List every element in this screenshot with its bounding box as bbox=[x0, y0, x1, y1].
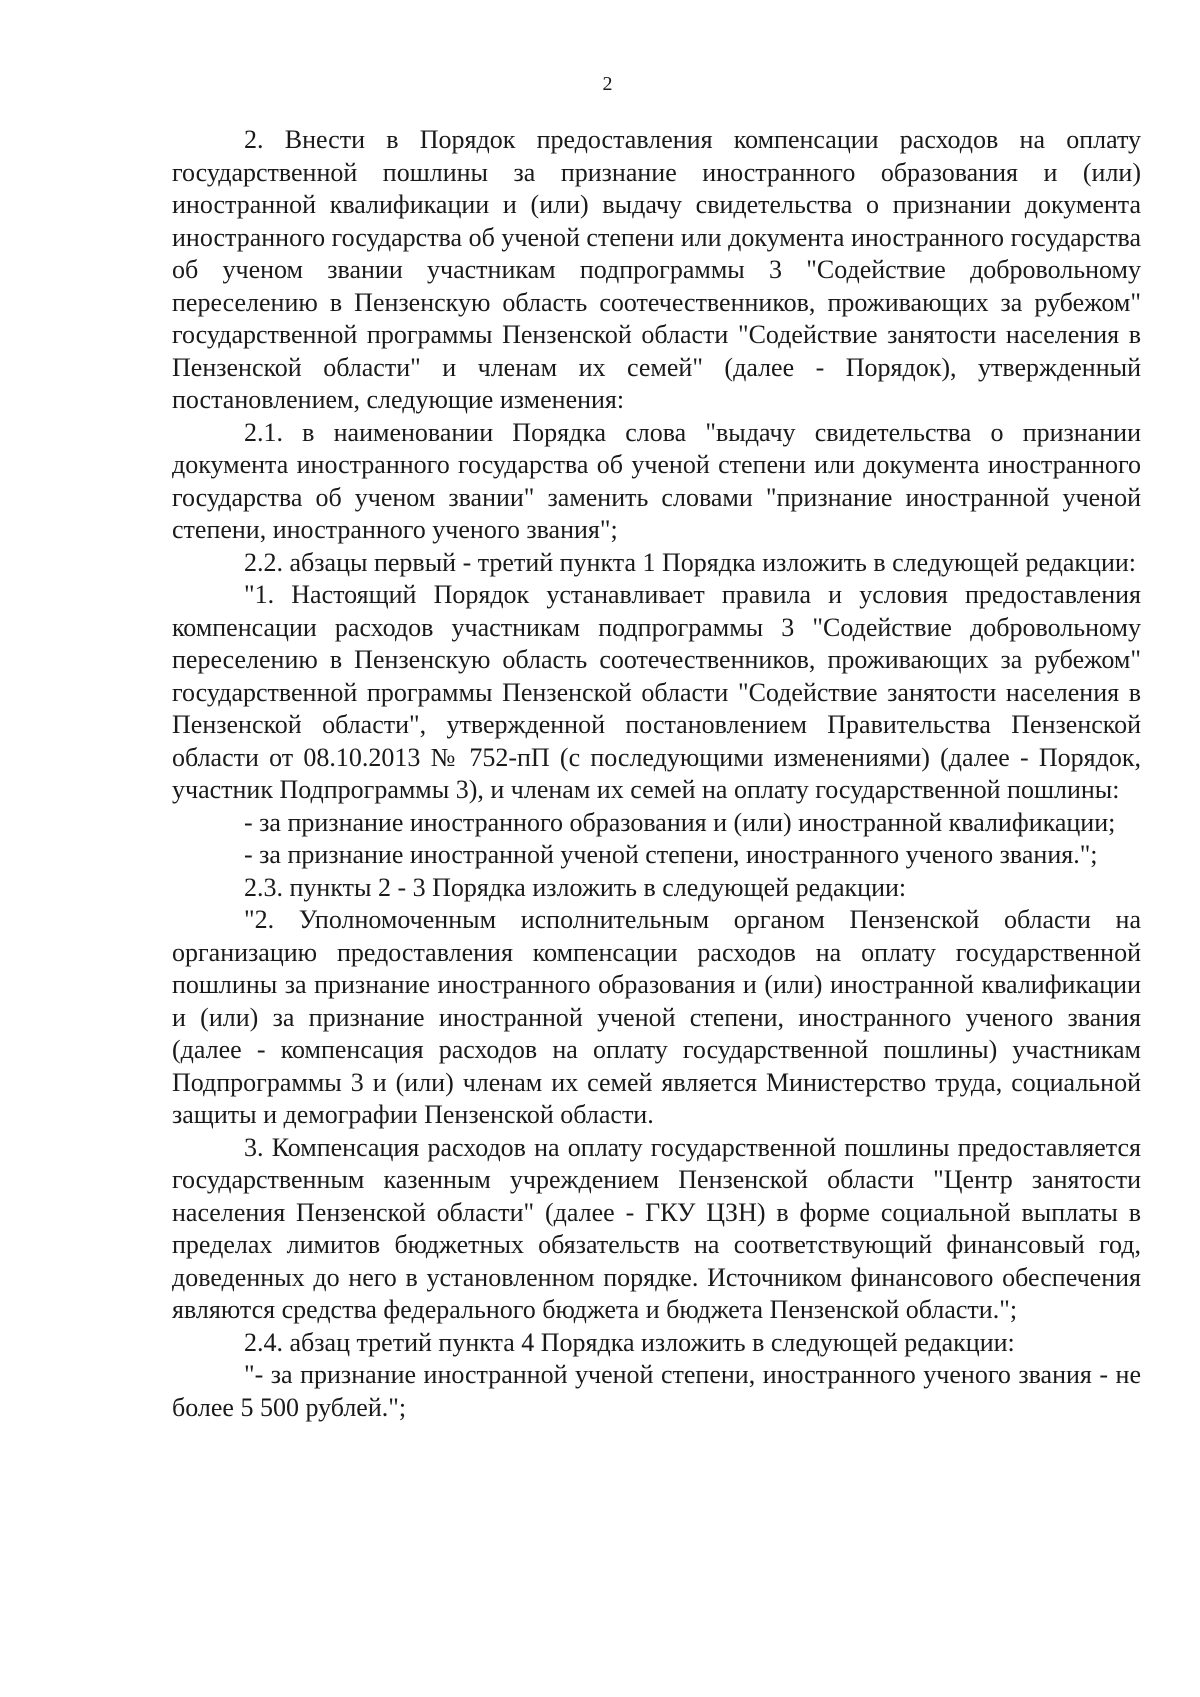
quoted-paragraph-3: 3. Компенсация расходов на оплату государственной пошлины предоставляется государственным казенным учреждением Пензенской области "Центр занятости населения Пензенской области" (далее - ГКУ ЦЗН) в форме социальной выплаты в пределах лимитов бюджетных обязательств на соответствующий финансовый год, доведенных до него в установленном порядке. Источником финансового обеспечения являются средства федерального бюджета и бюджета Пензенской области."; bbox=[172, 1132, 1141, 1324]
paragraph-2-1: 2.1. в наименовании Порядка слова "выдачу свидетельства о признании документа иностранного государства об ученой степени или документа иностранного государства об ученом звании" заменить словами "признание иностранной ученой степени, иностранного ученого звания"; bbox=[172, 417, 1141, 544]
quoted-paragraph-2: "2. Уполномоченным исполнительным органом Пензенской области на организацию предоставления компенсации расходов на оплату государственной пошлины за признание иностранного образования и (или) иностранной квалификации и (или) за признание иностранной ученой степени, иностранного ученого звания (далее - компенсация расходов на оплату государственной пошлины) участникам Подпрограммы 3 и (или) членам их семей является Министерство труда, социальной защиты и демографии Пензенской области. bbox=[172, 905, 1141, 1129]
page-number: 2 bbox=[602, 73, 613, 95]
list-item-education: - за признание иностранного образования и (или) иностранной квалификации; bbox=[244, 807, 1116, 837]
quoted-paragraph-1: "1. Настоящий Порядок устанавливает правила и условия предоставления компенсации расходов участникам подпрограммы 3 "Содействие добровольному переселению в Пензенскую область соотечественников, проживающих за рубежом" государственной программы Пензенской области "Содействие занятости населения в Пензенской области", утвержденной постановлением Правительства Пензенской области от 08.10.2013 № 752-пП (с последующими изменениями) (далее - Порядок, участник Подпрограммы 3), и членам их семей на оплату государственной пошлины: bbox=[172, 580, 1141, 804]
list-item-degree: - за признание иностранной ученой степени, иностранного ученого звания."; bbox=[244, 840, 1098, 869]
paragraph-2-2: 2.2. абзацы первый - третий пункта 1 Порядка изложить в следующей редакции: bbox=[244, 547, 1137, 577]
document-body bbox=[172, 124, 1141, 1424]
quoted-list-item: "- за признание иностранной ученой степени, иностранного ученого звания - не более 5 500 рублей."; bbox=[172, 1360, 1141, 1422]
paragraph-2-4: 2.4. абзац третий пункта 4 Порядка изложить в следующей редакции: bbox=[244, 1327, 1015, 1357]
paragraph-2: 2. Внести в Порядок предоставления компенсации расходов на оплату государственной пошлины за признание иностранного образования и (или) иностранной квалификации и (или) выдачу свидетельства о признании документа иностранного государства об ученой степени или документа иностранного государства об ученом звании участникам подпрограммы 3 "Содействие добровольному переселению в Пензенскую область соотечественников, проживающих за рубежом" государственной программы Пензенской области "Содействие занятости населения в Пензенской области" и членам их семей" (далее - Порядок), утвержденный постановлением, следующие изменения: bbox=[172, 125, 1141, 414]
paragraph-2-3: 2.3. пункты 2 - 3 Порядка изложить в следующей редакции: bbox=[244, 872, 907, 902]
